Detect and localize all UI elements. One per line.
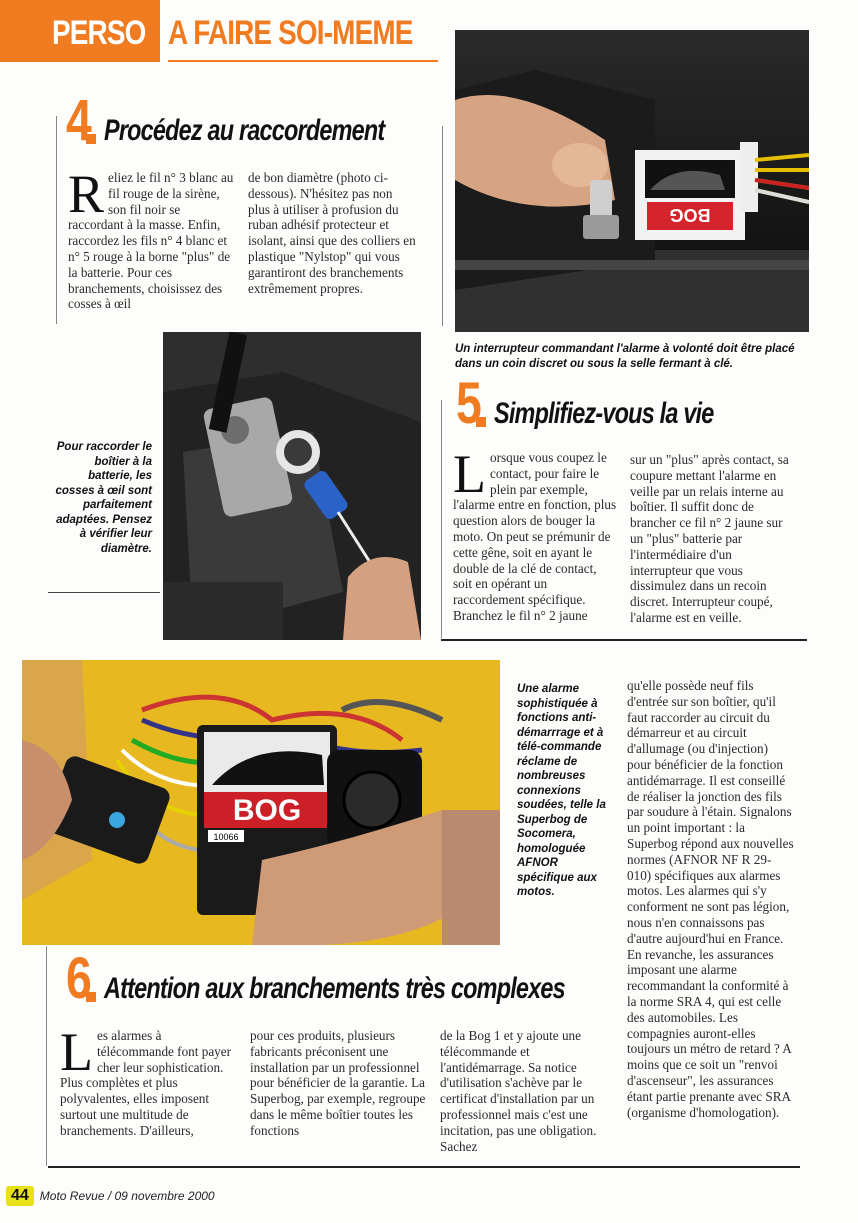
magazine-title: Moto Revue	[39, 1189, 105, 1203]
paragraph: orsque vous coupez le contact, pour faire le plein par exemple, l'alarme entre en fonction, plus question alors de bouger la moto. On peut se prémunir de cette gêne, soit en ayant le double de la clé de contact, soit en opérant un raccordement spécifique. Branchez le fil n° 2 jaune	[453, 450, 617, 623]
section-rule	[441, 639, 807, 641]
photo-superbog	[22, 660, 500, 945]
paragraph: eliez le fil n° 3 blanc au fil rouge de la sirène, son fil noir se raccordant à la masse. Enfin, raccordez les fils n° 4 blanc et n° 5 rouge à la borne "plus" de la batterie. Pour ces branchements, choisissez des cosses à œil	[68, 170, 234, 312]
step-number: 5	[456, 371, 482, 436]
photo-cosse-caption: Pour raccorder le boîtier à la batterie, les cosses à œil sont parfaitement adaptées. Pensez à vérifier leur diamètre.	[55, 441, 152, 555]
section-header	[0, 0, 440, 62]
photo-interrupteur-caption: Un interrupteur commandant l'alarme à volonté doit être placé dans un coin discret ou sous la selle fermant à clé.	[455, 343, 795, 370]
column-rule	[46, 946, 47, 1166]
step-4-column-1	[68, 164, 236, 312]
bog-label-top: BOG	[669, 205, 711, 225]
step-6-column-3: de la Bog 1 et y ajoute une télécommande et l'antidémarrage. Sa notice d'utilisation s'achève par le certificat d'installation par un professionnel mais c'est une incitation, pas une obligation. Sachez	[440, 1028, 597, 1154]
header-underline	[168, 60, 438, 62]
step-5-column-2: sur un "plus" après contact, sa coupure mettant l'alarme en veille par un relais interne au boîtier. Il suffit donc de brancher ce fil n° 2 jaune sur un "plus" batterie par l'intermédiaire d'un interrupteur que vous dissimulez dans un recoin discret. Interrupteur coupé, l'alarme est en veille.	[630, 452, 789, 625]
page-number: 44	[6, 1186, 34, 1206]
drop-cap: L	[453, 444, 486, 504]
step-5-heading	[456, 371, 776, 436]
bog-label: BOG	[232, 794, 302, 827]
step-6-column-4: qu'elle possède neuf fils d'entrée sur son boîtier, qu'il faut raccorder au circuit du démarreur et au circuit d'allumage (ou d'injection) pour bénéficier de la fonction antidémarrage. Il est conseillé de réaliser la jonction des fils par soudure à l'étain. Signalons un point important : la Superbog répond aux nouvelles normes (AFNOR NF R 29-010) spécifiques aux alarmes motos. Les alarmes qui s'y conforment ne sont pas légion, nous n'en connaissons pas d'autre aujourd'hui en France. En revanche, les assurances imposant une alarme recommandant la conformité à la norme SRA 4, qui est celle des automobiles. Les compagnies auront-elles toujours un métro de retard ? A moins que ce soit un "renvoi d'ascenseur", les assurances étant partie prenante avec SRA (organisme d'homologation).	[627, 678, 794, 1120]
paragraph: es alarmes à télécommande font payer cher leur sophistication. Plus complètes et plus polyvalentes, elles imposent surtout une multitude de branchements. D'ailleurs,	[60, 1028, 232, 1138]
drop-cap: L	[60, 1022, 93, 1082]
step-5-column-1	[453, 444, 617, 624]
page-footer	[6, 1186, 215, 1206]
step-4-column-2: de bon diamètre (photo ci-dessous). N'hésitez pas non plus à utiliser à profusion du ruban adhésif protecteur et isolant, ainsi que des colliers en plastique "Nylstop" qui vous garantiront des branchements extrêmement propres.	[248, 170, 416, 296]
issue-date: / 09 novembre 2000	[107, 1189, 215, 1203]
perso-label: PERSO	[52, 14, 146, 52]
step-number: 6	[66, 946, 92, 1011]
caption-rule	[48, 592, 160, 593]
step-6-column-1	[60, 1022, 236, 1139]
magazine-name	[40, 1189, 215, 1203]
bottom-rule	[48, 1166, 800, 1168]
column-rule	[442, 126, 443, 326]
perso-tag	[0, 0, 160, 62]
step-4-heading	[66, 88, 464, 153]
photo-interrupteur	[455, 30, 809, 332]
section-title: A FAIRE SOI-MEME	[168, 14, 413, 52]
photo-cosse	[163, 332, 421, 640]
step-6-column-2: pour ces produits, plusieurs fabricants préconisent une installation par un professionnel pour bénéficier de la garantie. La Superbog, par exemple, regroupe dans le même boîtier toutes les fonctions	[250, 1028, 426, 1138]
column-rule	[56, 116, 57, 324]
step-6-heading	[66, 946, 695, 1011]
drop-cap: R	[68, 164, 105, 224]
step-title: Attention aux branchements très complexes	[104, 972, 566, 1005]
column-rule	[441, 400, 442, 638]
step-title: Simplifiez-vous la vie	[494, 397, 714, 430]
step-title: Procédez au raccordement	[104, 114, 385, 147]
serial-label: 10066	[213, 832, 239, 842]
step-number: 4	[66, 88, 92, 153]
photo-superbog-caption: Une alarme sophistiquée à fonctions anti-démarrrage et à télé-commande réclame de nombreuses connexions soudées, telle la Superbog de Socomera, homologuée AFNOR spécifique aux motos.	[517, 683, 606, 898]
